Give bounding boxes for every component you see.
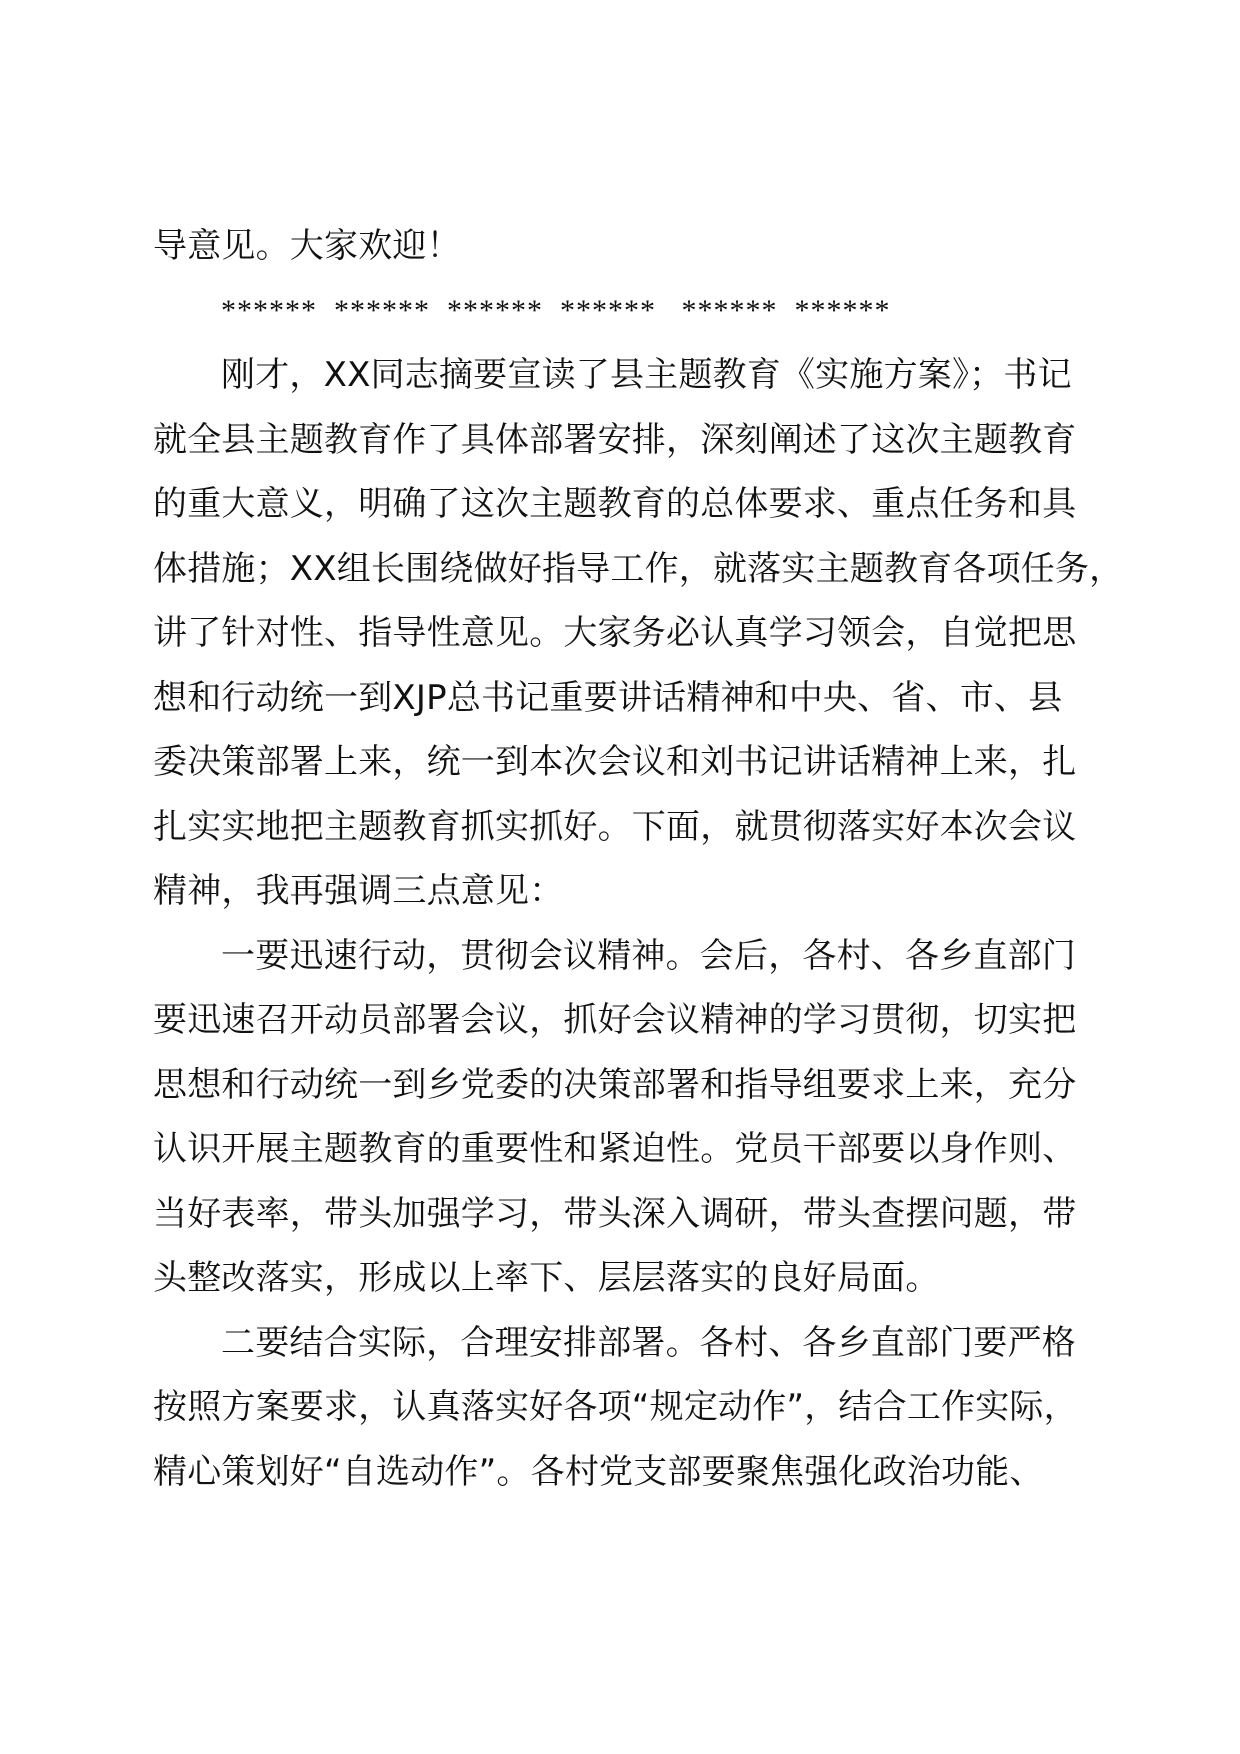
- text-line: 的重大意义，明确了这次主题教育的总体要求、重点任务和具: [153, 484, 1077, 524]
- text-line: 导意见。大家欢迎！: [153, 226, 461, 266]
- text-line: 委决策部署上来，统一到本次会议和刘书记讲话精神上来，扎: [153, 742, 1077, 782]
- text-line: 当好表率，带头加强学习，带头深入调研，带头查摆问题，带: [153, 1193, 1077, 1234]
- text-line: 要迅速召开动员部署会议，抓好会议精神的学习贯彻，切实把: [153, 1000, 1077, 1040]
- text-line: 体措施；XX组长围绕做好指导工作，就落实主题教育各项任务，: [153, 548, 1124, 589]
- text-line: 按照方案要求，认真落实好各项“规定动作”，结合工作实际，: [153, 1387, 1078, 1427]
- text-line: 就全县主题教育作了具体部署安排，深刻阐述了这次主题教育: [153, 419, 1077, 460]
- text-line: 精心策划好“自选动作”。各村党支部要聚焦强化政治功能、: [153, 1451, 1044, 1492]
- text-line: 精神，我再强调三点意见：: [153, 871, 564, 911]
- text-line: 讲了针对性、指导性意见。大家务必认真学习领会，自觉把思: [153, 613, 1077, 653]
- text-line: 想和行动统一到XJP总书记重要讲话精神和中央、省、市、县: [153, 677, 1063, 718]
- text-line: 扎实实地把主题教育抓实抓好。下面，就贯彻落实好本次会议: [153, 806, 1077, 847]
- paragraph-first-line: 一要迅速行动，贯彻会议精神。会后，各村、各乡直部门: [221, 935, 1076, 976]
- text-line: 思想和行动统一到乡党委的决策部署和指导组要求上来，充分: [153, 1064, 1077, 1105]
- text-line: 头整改落实，形成以上率下、层层落实的良好局面。: [153, 1258, 940, 1298]
- paragraph-first-line: 刚才，XX同志摘要宣读了县主题教育《实施方案》；书记: [221, 355, 1072, 395]
- text-line: 认识开展主题教育的重要性和紧迫性。党员干部要以身作则、: [153, 1129, 1077, 1169]
- section-separator: ****** ****** ****** ****** ****** ******: [221, 293, 891, 327]
- document-body: [153, 214, 1124, 1504]
- paragraph-first-line: 二要结合实际，合理安排部署。各村、各乡直部门要严格: [221, 1322, 1076, 1363]
